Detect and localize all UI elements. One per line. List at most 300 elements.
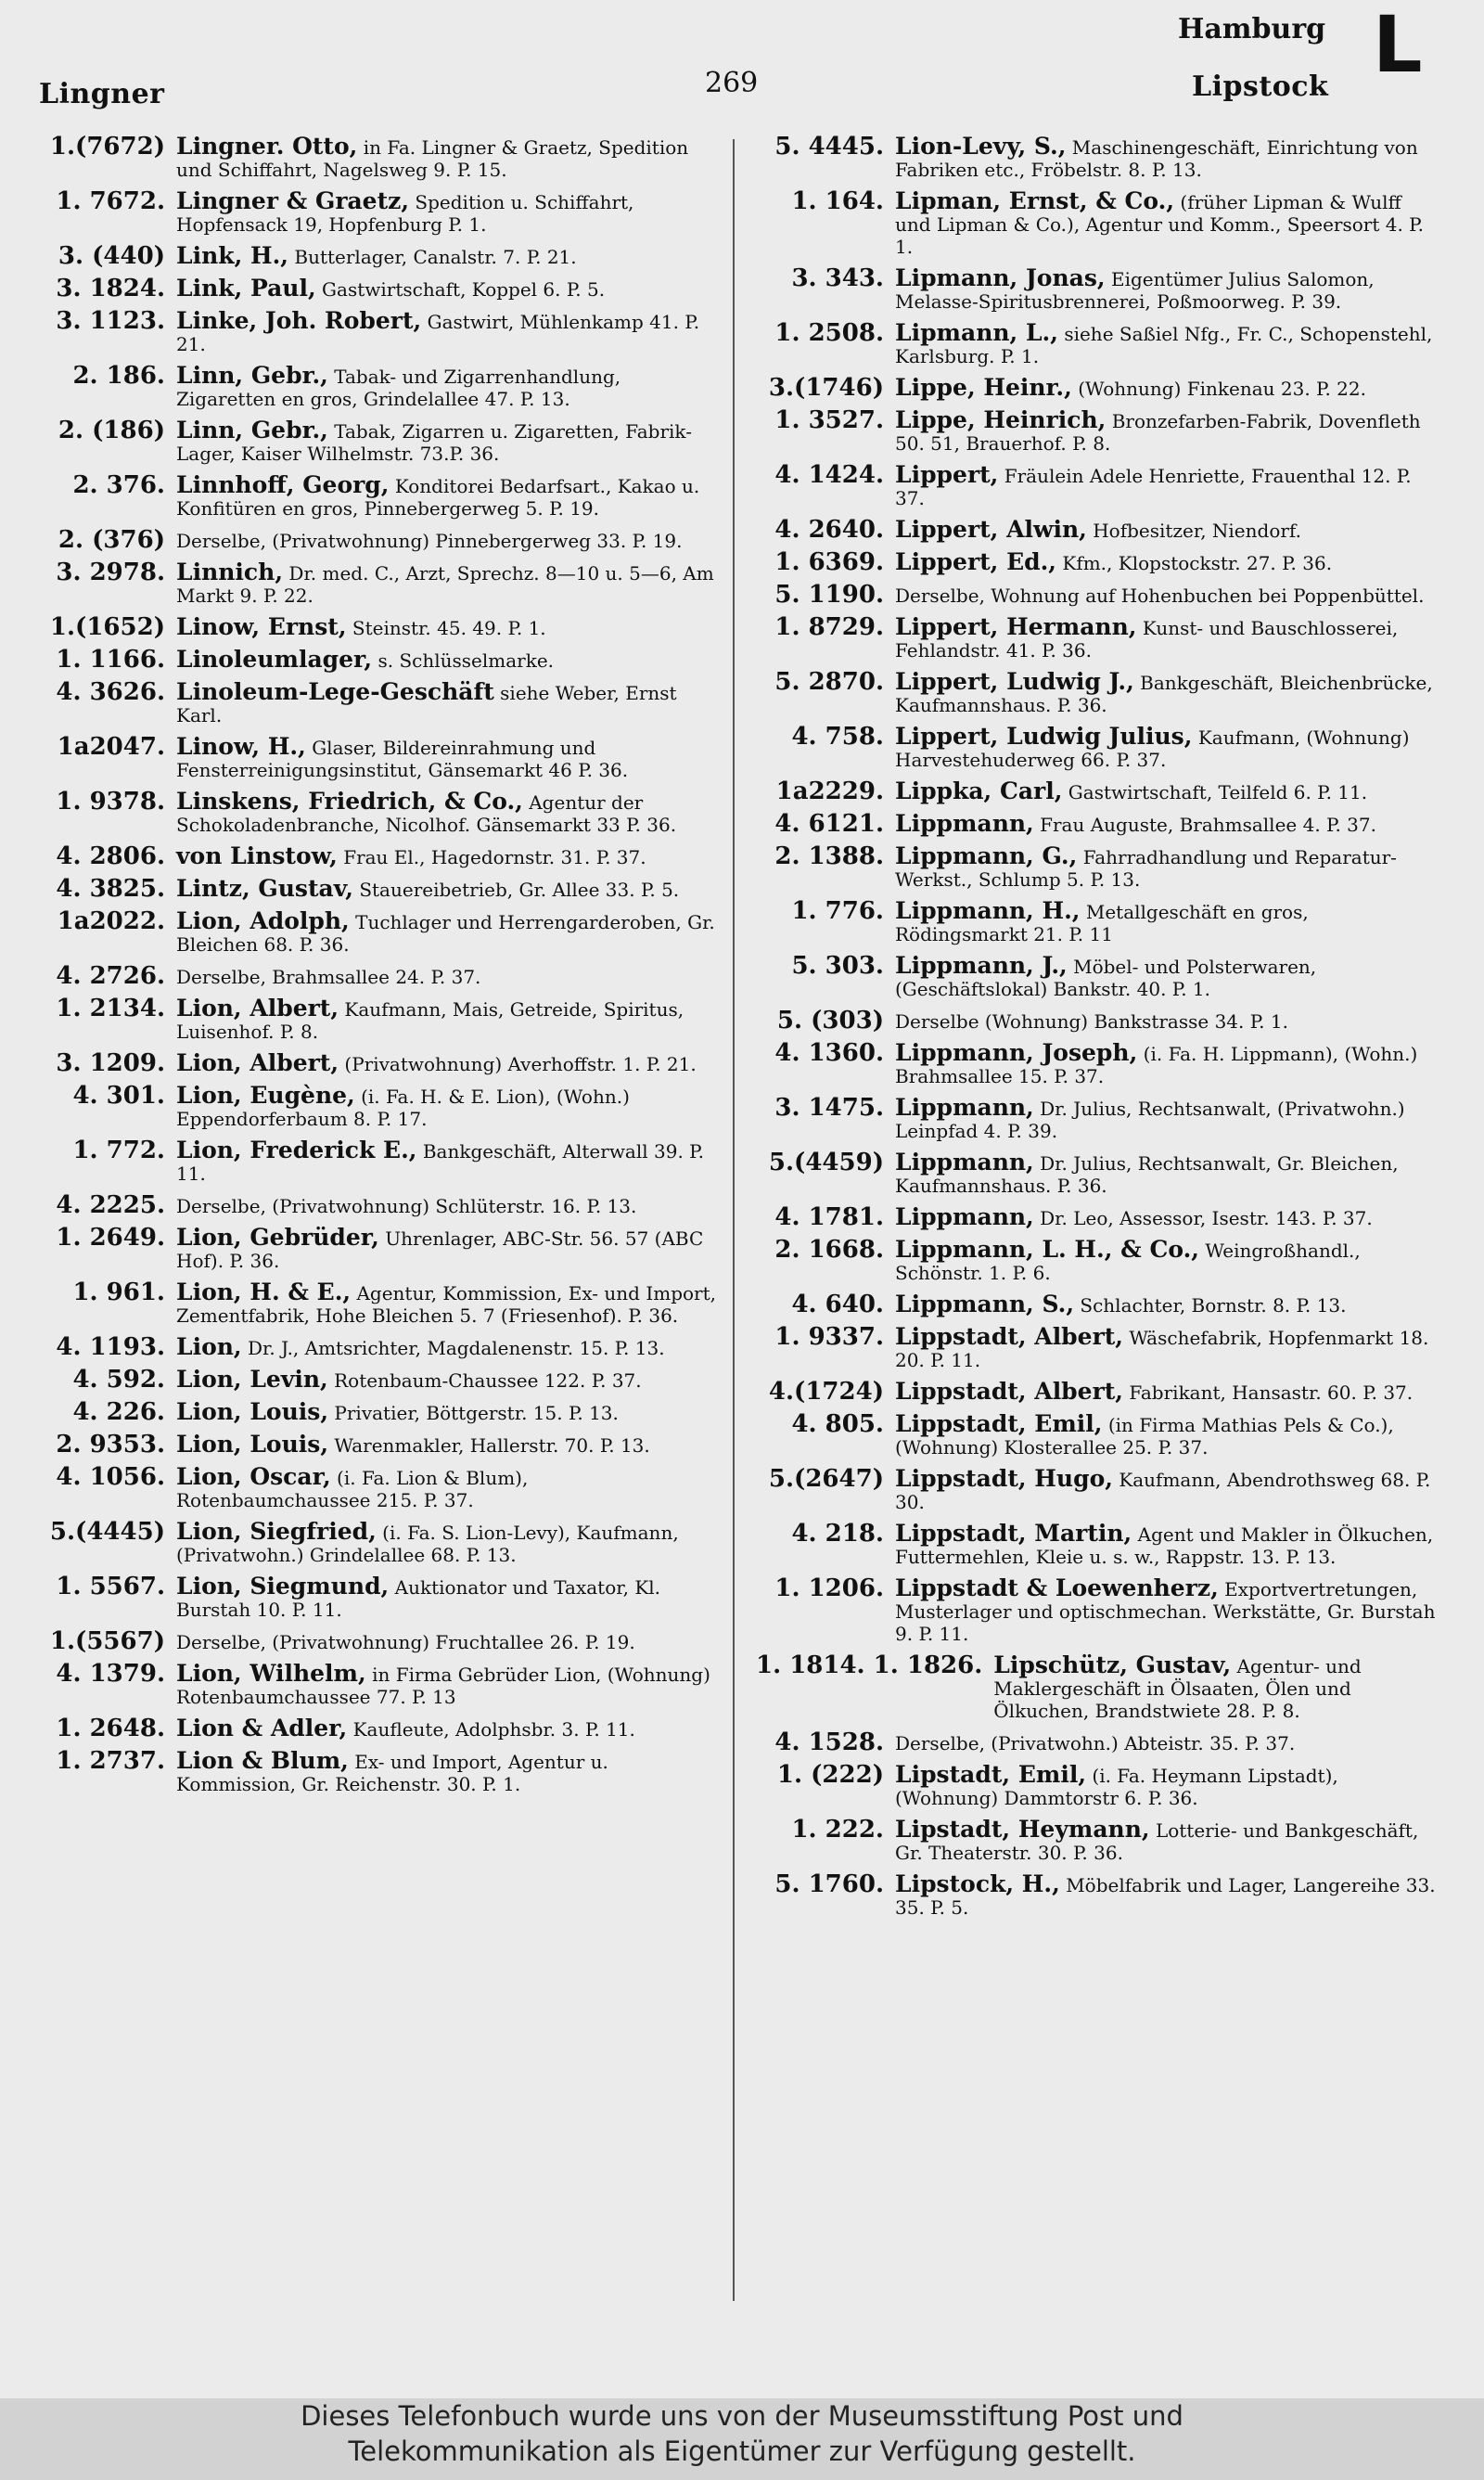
entry-details: Exportvertretungen, Musterlager und optischmechan. Werkstätte, Gr. Burstah 9. P. 11. xyxy=(895,1578,1436,1645)
directory-entry xyxy=(37,471,723,520)
phone-number: 4. 1193. xyxy=(56,1333,165,1361)
entry-details: Butterlager, Canalstr. 7. P. 21. xyxy=(294,246,577,268)
entry-text xyxy=(895,668,1442,716)
entry-text xyxy=(176,1224,723,1272)
entry-details: Privatier, Böttgerstr. 15. P. 13. xyxy=(334,1402,619,1424)
phone-number: 1. 6369. xyxy=(774,548,884,576)
entry-text xyxy=(176,1398,723,1425)
entry-text xyxy=(176,790,723,836)
entry-name: Lion, Louis, xyxy=(176,1398,329,1425)
entry-text xyxy=(895,1094,1442,1142)
running-head-right: Lipstock xyxy=(1192,71,1329,103)
entry-details: Konditorei Bedarfsart., Kakao u. Konfitüren en gros, Pinnebergerweg 5. P. 19. xyxy=(176,475,700,520)
entry-name: Lipstock, H., xyxy=(895,1870,1060,1897)
phone-number: 3. 1209. xyxy=(56,1049,165,1077)
phone-number: 1. 2737. xyxy=(56,1747,165,1775)
entry-details: (Privatwohnung) Averhoffstr. 1. P. 21. xyxy=(344,1053,697,1075)
phone-number: 1. 3527. xyxy=(774,406,884,434)
entry-details: (i. Fa. Lion & Blum), Rotenbaumchaussee 215. P. 37. xyxy=(176,1467,529,1511)
phone-number: 2. 1668. xyxy=(774,1236,884,1264)
directory-entry xyxy=(37,242,723,270)
page-number: 269 xyxy=(705,67,759,99)
directory-entry xyxy=(37,561,723,607)
phone-number: 1. 5567. xyxy=(56,1573,165,1600)
phone-number: 1a2022. xyxy=(57,907,165,935)
entry-text xyxy=(176,875,723,902)
entry-details: Spedition u. Schiffahrt, Hopfensack 19, Hopfenburg P. 1. xyxy=(176,191,634,236)
phone-number: 4. 2640. xyxy=(774,516,884,544)
directory-entry xyxy=(37,1191,723,1219)
entry-details: siehe Weber, Ernst Karl. xyxy=(176,682,677,726)
entry-details: Agentur der Schokoladenbranche, Nicolhof. Gänsemarkt 33 P. 36. xyxy=(176,791,677,836)
entry-details: Gastwirt, Mühlenkamp 41. P. 21. xyxy=(176,311,700,355)
phone-number: 3. 343. xyxy=(791,264,884,292)
entry-text xyxy=(176,1281,723,1327)
phone-number: 4. 2806. xyxy=(56,842,165,870)
phone-number: 1. 9337. xyxy=(774,1323,884,1351)
phone-number: 1.(1652) xyxy=(49,613,165,641)
entry-details: Weingroßhandl., Schönstr. 1. P. 6. xyxy=(895,1240,1361,1284)
entry-text xyxy=(176,1463,723,1511)
entry-text xyxy=(176,135,723,181)
phone-number: 4. 758. xyxy=(791,723,884,751)
entry-text xyxy=(176,1518,723,1566)
entry-details: Metallgeschäft en gros, Rödingsmarkt 21. P. 11 xyxy=(895,901,1309,945)
entry-name: Lippmann, H., xyxy=(895,897,1081,924)
directory-entry xyxy=(37,526,723,554)
directory-entry xyxy=(37,1627,723,1655)
phone-number: 1. 772. xyxy=(72,1137,165,1164)
phone-number: 4.(1724) xyxy=(768,1378,884,1406)
entry-details: s. Schlüsselmarke. xyxy=(377,649,555,672)
entry-text xyxy=(895,1818,1442,1864)
phone-number: 1. 961. xyxy=(72,1279,165,1306)
phone-number: 4. 1781. xyxy=(774,1203,884,1231)
entry-text xyxy=(895,135,1442,181)
directory-entry xyxy=(756,952,1442,1000)
entry-name: Lippmann, S., xyxy=(895,1291,1075,1317)
phone-number: 1a2047. xyxy=(57,733,165,761)
entry-text xyxy=(895,516,1442,543)
phone-number: 2. 186. xyxy=(72,362,165,390)
directory-entry xyxy=(37,678,723,726)
phone-number: 3. 1123. xyxy=(56,307,165,335)
entry-name: Lippmann, xyxy=(895,1149,1034,1176)
entry-name: Lippmann, xyxy=(895,810,1034,837)
entry-details: Schlachter, Bornstr. 8. P. 13. xyxy=(1080,1294,1347,1317)
directory-entry xyxy=(37,997,723,1043)
entry-name: Lipschütz, Gustav, xyxy=(993,1651,1232,1678)
entry-text xyxy=(895,584,1442,607)
entry-name: Lippmann, xyxy=(895,1094,1034,1121)
entry-details: Kaufmann, Abendrothsweg 68. P. 30. xyxy=(895,1469,1431,1513)
directory-entry xyxy=(756,1728,1442,1756)
directory-entry xyxy=(37,135,723,181)
phone-number: 5. (303) xyxy=(776,1007,884,1034)
footer-line-1: Dieses Telefonbuch wurde uns von der Museumsstiftung Post und xyxy=(301,2400,1183,2432)
phone-number: 3. (440) xyxy=(58,242,165,270)
entry-text xyxy=(895,1761,1442,1809)
phone-number: 3. 2978. xyxy=(56,559,165,586)
phone-number: 1. 7672. xyxy=(56,187,165,215)
entry-text xyxy=(176,1082,723,1130)
phone-number: 5.(4445) xyxy=(49,1518,165,1546)
directory-entry xyxy=(756,135,1442,181)
entry-details: Kfm., Klopstockstr. 27. P. 36. xyxy=(1062,552,1333,574)
entry-name: Lion, Frederick E., xyxy=(176,1137,417,1163)
phone-number: 5.(4459) xyxy=(768,1149,884,1176)
directory-entry xyxy=(37,875,723,903)
entry-name: Lion, xyxy=(176,1333,242,1360)
phone-number: 2. (186) xyxy=(58,417,165,444)
directory-entry xyxy=(37,1575,723,1621)
entry-text xyxy=(176,1433,723,1457)
entry-text xyxy=(176,1368,723,1392)
entry-details: Derselbe, (Privatwohnung) Fruchtallee 26. P. 19. xyxy=(176,1631,635,1653)
entry-text xyxy=(895,406,1442,455)
entry-name: Lipmann, L., xyxy=(895,319,1058,346)
entry-details: Warenmakler, Hallerstr. 70. P. 13. xyxy=(334,1434,650,1457)
directory-entry xyxy=(756,1410,1442,1458)
phone-number: 1. 2134. xyxy=(56,995,165,1022)
entry-details: Möbelfabrik und Lager, Langereihe 33. 35. P. 5. xyxy=(895,1874,1436,1919)
directory-entry xyxy=(37,646,723,674)
entry-details: (i. Fa. S. Lion-Levy), Kaufmann, (Privatwohn.) Grindelallee 68. P. 13. xyxy=(176,1522,679,1566)
directory-entry xyxy=(756,613,1442,662)
entry-details: Derselbe, Wohnung auf Hohenbuchen bei Poppenbüttel. xyxy=(895,585,1425,607)
phone-number: 4. 805. xyxy=(791,1410,884,1438)
entry-details: Fabrikant, Hansastr. 60. P. 37. xyxy=(1129,1381,1414,1404)
entry-text xyxy=(895,187,1442,258)
entry-name: Lippert, Alwin, xyxy=(895,516,1087,543)
directory-entry xyxy=(37,307,723,355)
directory-entry xyxy=(756,777,1442,805)
entry-name: Lipstadt, Heymann, xyxy=(895,1816,1150,1843)
entry-text xyxy=(176,733,723,781)
entry-name: Lippmann, xyxy=(895,1203,1034,1230)
directory-entry xyxy=(37,1398,723,1426)
entry-text xyxy=(176,1717,723,1741)
entry-text xyxy=(176,646,723,673)
entry-text xyxy=(895,1870,1442,1919)
directory-entry xyxy=(756,842,1442,891)
directory-entry xyxy=(756,1870,1442,1919)
entry-name: Lippert, xyxy=(895,461,999,488)
entry-text xyxy=(176,997,723,1043)
directory-entry xyxy=(37,1660,723,1708)
phone-number: 4. 2726. xyxy=(56,962,165,990)
phone-number: 1. 222. xyxy=(791,1816,884,1844)
phone-number: 3. 1475. xyxy=(774,1094,884,1122)
entry-name: Lion, Louis, xyxy=(176,1431,329,1458)
entry-text xyxy=(176,419,723,465)
directory-entry xyxy=(756,1651,1442,1722)
entry-text xyxy=(176,1747,723,1795)
directory-entry xyxy=(37,187,723,236)
entry-details: Tabak- und Zigarrenhandlung, Zigaretten en gros, Grindelallee 47. P. 13. xyxy=(176,366,621,410)
directory-entry xyxy=(756,1094,1442,1142)
phone-number: 2. 1388. xyxy=(774,842,884,870)
entry-details: Gastwirtschaft, Koppel 6. P. 5. xyxy=(322,278,606,301)
phone-number: 4. 1424. xyxy=(774,461,884,489)
directory-entry xyxy=(756,810,1442,838)
phone-number: 1. 9378. xyxy=(56,788,165,816)
right-column xyxy=(756,135,1442,1928)
directory-entry xyxy=(756,319,1442,367)
entry-text xyxy=(176,242,723,269)
entry-details: Stauereibetrieb, Gr. Allee 33. P. 5. xyxy=(359,879,680,901)
entry-details: Bronzefarben-Fabrik, Dovenfleth 50. 51, Brauerhof. P. 8. xyxy=(895,410,1421,455)
entry-details: Dr. Julius, Rechtsanwalt, (Privatwohn.) Leinpfad 4. P. 39. xyxy=(895,1098,1405,1142)
phone-number: 4. 1379. xyxy=(56,1660,165,1688)
directory-entry xyxy=(37,1433,723,1457)
phone-number: 4. 226. xyxy=(72,1398,165,1426)
entry-name: Lipmann, Jonas, xyxy=(895,264,1106,291)
directory-entry xyxy=(756,1818,1442,1864)
entry-details: Tabak, Zigarren u. Zigaretten, Fabrik-Lager, Kaiser Wilhelmstr. 73.P. 36. xyxy=(176,420,692,465)
entry-text xyxy=(895,1465,1442,1513)
phone-number: 4. 1056. xyxy=(56,1463,165,1491)
directory-entry xyxy=(37,1368,723,1392)
entry-text xyxy=(176,1194,723,1217)
entry-name: Lion, Adolph, xyxy=(176,907,350,934)
entry-name: Linow, H., xyxy=(176,733,306,760)
entry-text xyxy=(176,1575,723,1621)
entry-text xyxy=(895,810,1442,837)
entry-name: Lippstadt, Albert, xyxy=(895,1323,1123,1350)
entry-name: von Linstow, xyxy=(176,842,338,869)
directory-entry xyxy=(37,419,723,465)
entry-text xyxy=(176,1333,723,1360)
phone-number: 4. 2225. xyxy=(56,1191,165,1219)
directory-entry xyxy=(756,1378,1442,1406)
entry-details: Gastwirtschaft, Teilfeld 6. P. 11. xyxy=(1068,781,1368,803)
entry-name: Lion, Eugène, xyxy=(176,1082,355,1109)
phone-number: 1. 1206. xyxy=(774,1574,884,1602)
phone-number: 1. 2648. xyxy=(56,1715,165,1742)
left-column xyxy=(37,135,723,1805)
phone-number: 4. 592. xyxy=(72,1366,165,1394)
directory-entry xyxy=(37,1518,723,1566)
directory-entry xyxy=(756,1293,1442,1317)
entry-details: (i. Fa. H. & E. Lion), (Wohn.) Eppendorferbaum 8. P. 17. xyxy=(176,1086,630,1130)
phone-number: 4. 301. xyxy=(72,1082,165,1110)
directory-entry xyxy=(756,1520,1442,1568)
entry-name: Lippmann, J., xyxy=(895,952,1068,979)
entry-text xyxy=(895,613,1442,662)
entry-text xyxy=(895,374,1442,401)
entry-text xyxy=(895,1151,1442,1197)
entry-text xyxy=(176,1049,723,1076)
entry-name: Lion, Siegfried, xyxy=(176,1518,377,1545)
entry-text xyxy=(176,471,723,520)
phone-number: 4. 1360. xyxy=(774,1039,884,1067)
phone-number: 4. 1528. xyxy=(774,1728,884,1756)
phone-number: 2. (376) xyxy=(58,526,165,554)
entry-details: Derselbe, Brahmsallee 24. P. 37. xyxy=(176,966,481,988)
entry-name: Link, Paul, xyxy=(176,275,316,302)
directory-entry xyxy=(37,1463,723,1511)
phone-number: 1.(5567) xyxy=(49,1627,165,1655)
entry-text xyxy=(895,897,1442,945)
directory-entry xyxy=(756,723,1442,771)
entry-details: Hofbesitzer, Niendorf. xyxy=(1093,520,1301,542)
phone-number: 4. 218. xyxy=(791,1520,884,1548)
phone-number: 5. 4445. xyxy=(774,133,884,161)
entry-details: Dr. Julius, Rechtsanwalt, Gr. Bleichen, Kaufmannshaus. P. 36. xyxy=(895,1152,1399,1197)
entry-text xyxy=(993,1651,1442,1722)
entry-details: Agentur- und Maklergeschäft in Ölsaaten, Ölen und Ölkuchen, Brandstwiete 28. P. 8. xyxy=(993,1655,1362,1722)
directory-entry xyxy=(756,374,1442,402)
directory-entry xyxy=(37,907,723,956)
directory-entry xyxy=(37,790,723,836)
directory-entry xyxy=(37,733,723,781)
directory-entry xyxy=(756,1465,1442,1513)
directory-entry xyxy=(756,1203,1442,1231)
entry-name: Lippmann, G., xyxy=(895,842,1078,869)
directory-entry xyxy=(37,1139,723,1185)
entry-name: Lion, Levin, xyxy=(176,1366,328,1393)
entry-name: Lion & Blum, xyxy=(176,1747,349,1774)
directory-entry xyxy=(756,1323,1442,1371)
entry-name: Lippstadt & Loewenherz, xyxy=(895,1574,1219,1601)
entry-text xyxy=(895,723,1442,771)
directory-entry xyxy=(756,897,1442,945)
entry-text xyxy=(176,529,723,552)
directory-entry xyxy=(37,1747,723,1795)
phone-number: 1. 8729. xyxy=(774,613,884,641)
entry-details: Agent und Makler in Ölkuchen, Futtermehlen, Kleie u. s. w., Rappstr. 13. P. 13. xyxy=(895,1523,1434,1568)
entry-text xyxy=(895,1293,1442,1317)
entry-name: Lipstadt, Emil, xyxy=(895,1761,1087,1788)
phone-number: 1. 1166. xyxy=(56,646,165,674)
entry-details: Möbel- und Polsterwaren, (Geschäftslokal) Bankstr. 40. P. 1. xyxy=(895,956,1317,1000)
entry-text xyxy=(176,1630,723,1653)
entry-details: in Firma Gebrüder Lion, (Wohnung) Rotenbaumchaussee 77. P. 13 xyxy=(176,1664,710,1708)
entry-text xyxy=(176,1660,723,1708)
entry-text xyxy=(895,1236,1442,1284)
entry-name: Lipman, Ernst, & Co., xyxy=(895,187,1175,214)
directory-entry xyxy=(37,962,723,990)
entry-details: Lotterie- und Bankgeschäft, Gr. Theaterstr. 30. P. 36. xyxy=(895,1819,1419,1864)
entry-text xyxy=(176,907,723,956)
entry-text xyxy=(176,277,723,301)
entry-details: Dr. med. C., Arzt, Sprechz. 8—10 u. 5—6, Am Markt 9. P. 22. xyxy=(176,562,714,607)
directory-entry xyxy=(756,1039,1442,1087)
entry-name: Lintz, Gustav, xyxy=(176,875,353,902)
phone-number: 4. 3825. xyxy=(56,875,165,903)
entry-text xyxy=(895,777,1442,804)
entry-name: Linoleumlager, xyxy=(176,646,373,673)
directory-entry xyxy=(37,613,723,641)
entry-details: in Fa. Lingner & Graetz, Spedition und Schiffahrt, Nagelsweg 9. P. 15. xyxy=(176,136,689,181)
entry-name: Lippmann, L. H., & Co., xyxy=(895,1236,1199,1263)
entry-details: Derselbe, (Privatwohnung) Pinnebergerweg 33. P. 19. xyxy=(176,530,683,552)
directory-entry xyxy=(756,1574,1442,1645)
entry-text xyxy=(895,952,1442,1000)
entry-name: Lion, Siegmund, xyxy=(176,1573,390,1600)
entry-details: Uhrenlager, ABC-Str. 56. 57 (ABC Hof). P. 36. xyxy=(176,1227,704,1272)
entry-text xyxy=(895,842,1442,891)
entry-text xyxy=(895,1323,1442,1371)
entry-name: Linn, Gebr., xyxy=(176,417,328,443)
phone-number: 2. 376. xyxy=(72,471,165,499)
entry-name: Lippert, Hermann, xyxy=(895,613,1137,640)
directory-entry xyxy=(756,1761,1442,1809)
entry-text xyxy=(176,965,723,988)
directory-entry xyxy=(756,581,1442,609)
running-head-city: Hamburg xyxy=(1178,13,1326,45)
entry-name: Lion & Adler, xyxy=(176,1715,348,1741)
entry-name: Linn, Gebr., xyxy=(176,362,328,389)
entry-details: Bankgeschäft, Alterwall 39. P. 11. xyxy=(176,1140,704,1185)
entry-text xyxy=(176,307,723,355)
entry-text xyxy=(895,319,1442,367)
entry-details: Glaser, Bildereinrahmung und Fensterreinigungsinstitut, Gänsemarkt 46 P. 36. xyxy=(176,737,629,781)
footer-line-2: Telekommunikation als Eigentümer zur Verfügung gestellt. xyxy=(348,2435,1136,2467)
phone-number: 5. 1760. xyxy=(774,1870,884,1898)
entry-details: Tuchlager und Herrengarderoben, Gr. Bleichen 68. P. 36. xyxy=(176,911,715,956)
entry-text xyxy=(176,1139,723,1185)
directory-entry xyxy=(756,516,1442,544)
entry-details: Maschinengeschäft, Einrichtung von Fabriken etc., Fröbelstr. 8. P. 13. xyxy=(895,136,1418,181)
entry-details: Eigentümer Julius Salomon, Melasse-Spiritusbrennerei, Poßmoorweg. P. 39. xyxy=(895,268,1375,313)
phone-number: 1. 164. xyxy=(791,187,884,215)
entry-name: Lippstadt, Emil, xyxy=(895,1410,1103,1437)
entry-details: (früher Lipman & Wulff und Lipman & Co.), Agentur und Komm., Speersort 4. P. 1. xyxy=(895,191,1424,258)
entry-details: Rotenbaum-Chaussee 122. P. 37. xyxy=(334,1369,642,1392)
entry-details: Frau Auguste, Brahmsallee 4. P. 37. xyxy=(1040,814,1376,836)
directory-entry xyxy=(756,548,1442,576)
phone-number: 1. 2508. xyxy=(774,319,884,347)
directory-entry xyxy=(756,461,1442,509)
entry-details: Kaufleute, Adolphsbr. 3. P. 11. xyxy=(352,1718,635,1741)
directory-entry xyxy=(37,362,723,410)
entry-name: Lingner. Otto, xyxy=(176,133,358,160)
entry-details: Derselbe (Wohnung) Bankstrasse 34. P. 1. xyxy=(895,1010,1288,1033)
entry-details: Kaufmann, (Wohnung) Harvestehuderweg 66. P. 37. xyxy=(895,726,1410,771)
phone-number: 1a2229. xyxy=(775,777,884,805)
directory-entry xyxy=(756,668,1442,716)
entry-text xyxy=(176,561,723,607)
directory-entry xyxy=(756,406,1442,455)
entry-details: Derselbe, (Privatwohn.) Abteistr. 35. P. 37. xyxy=(895,1732,1296,1754)
entry-details: (i. Fa. Heymann Lipstadt), (Wohnung) Dammtorstr 6. P. 36. xyxy=(895,1765,1338,1809)
phone-number: 1. 1814. 1. 1826. xyxy=(756,1651,983,1679)
directory-entry xyxy=(756,264,1442,313)
entry-text xyxy=(176,842,723,869)
directory-entry xyxy=(37,1224,723,1272)
phone-number: 5.(2647) xyxy=(768,1465,884,1493)
entry-name: Lippert, Ed., xyxy=(895,548,1057,575)
entry-details: (Wohnung) Finkenau 23. P. 22. xyxy=(1078,378,1366,400)
entry-name: Lippstadt, Hugo, xyxy=(895,1465,1113,1492)
phone-number: 1. 776. xyxy=(791,897,884,925)
entry-text xyxy=(176,613,723,640)
entry-name: Lion, H. & E., xyxy=(176,1279,352,1305)
entry-details: Derselbe, (Privatwohnung) Schlüterstr. 16. P. 13. xyxy=(176,1195,637,1217)
entry-name: Linnich, xyxy=(176,559,284,585)
phone-number: 1. 2649. xyxy=(56,1224,165,1252)
directory-entry xyxy=(756,1009,1442,1033)
entry-details: Wäschefabrik, Hopfenmarkt 18. 20. P. 11. xyxy=(895,1327,1429,1371)
entry-details: (in Firma Mathias Pels & Co.), (Wohnung) Klosterallee 25. P. 37. xyxy=(895,1414,1394,1458)
entry-details: Fahrradhandlung und Reparatur-Werkst., Schlump 5. P. 13. xyxy=(895,846,1397,891)
directory-entry xyxy=(37,1333,723,1361)
phone-number: 5. 1190. xyxy=(774,581,884,609)
phone-number: 1.(7672) xyxy=(49,133,165,161)
phone-number: 4. 3626. xyxy=(56,678,165,706)
